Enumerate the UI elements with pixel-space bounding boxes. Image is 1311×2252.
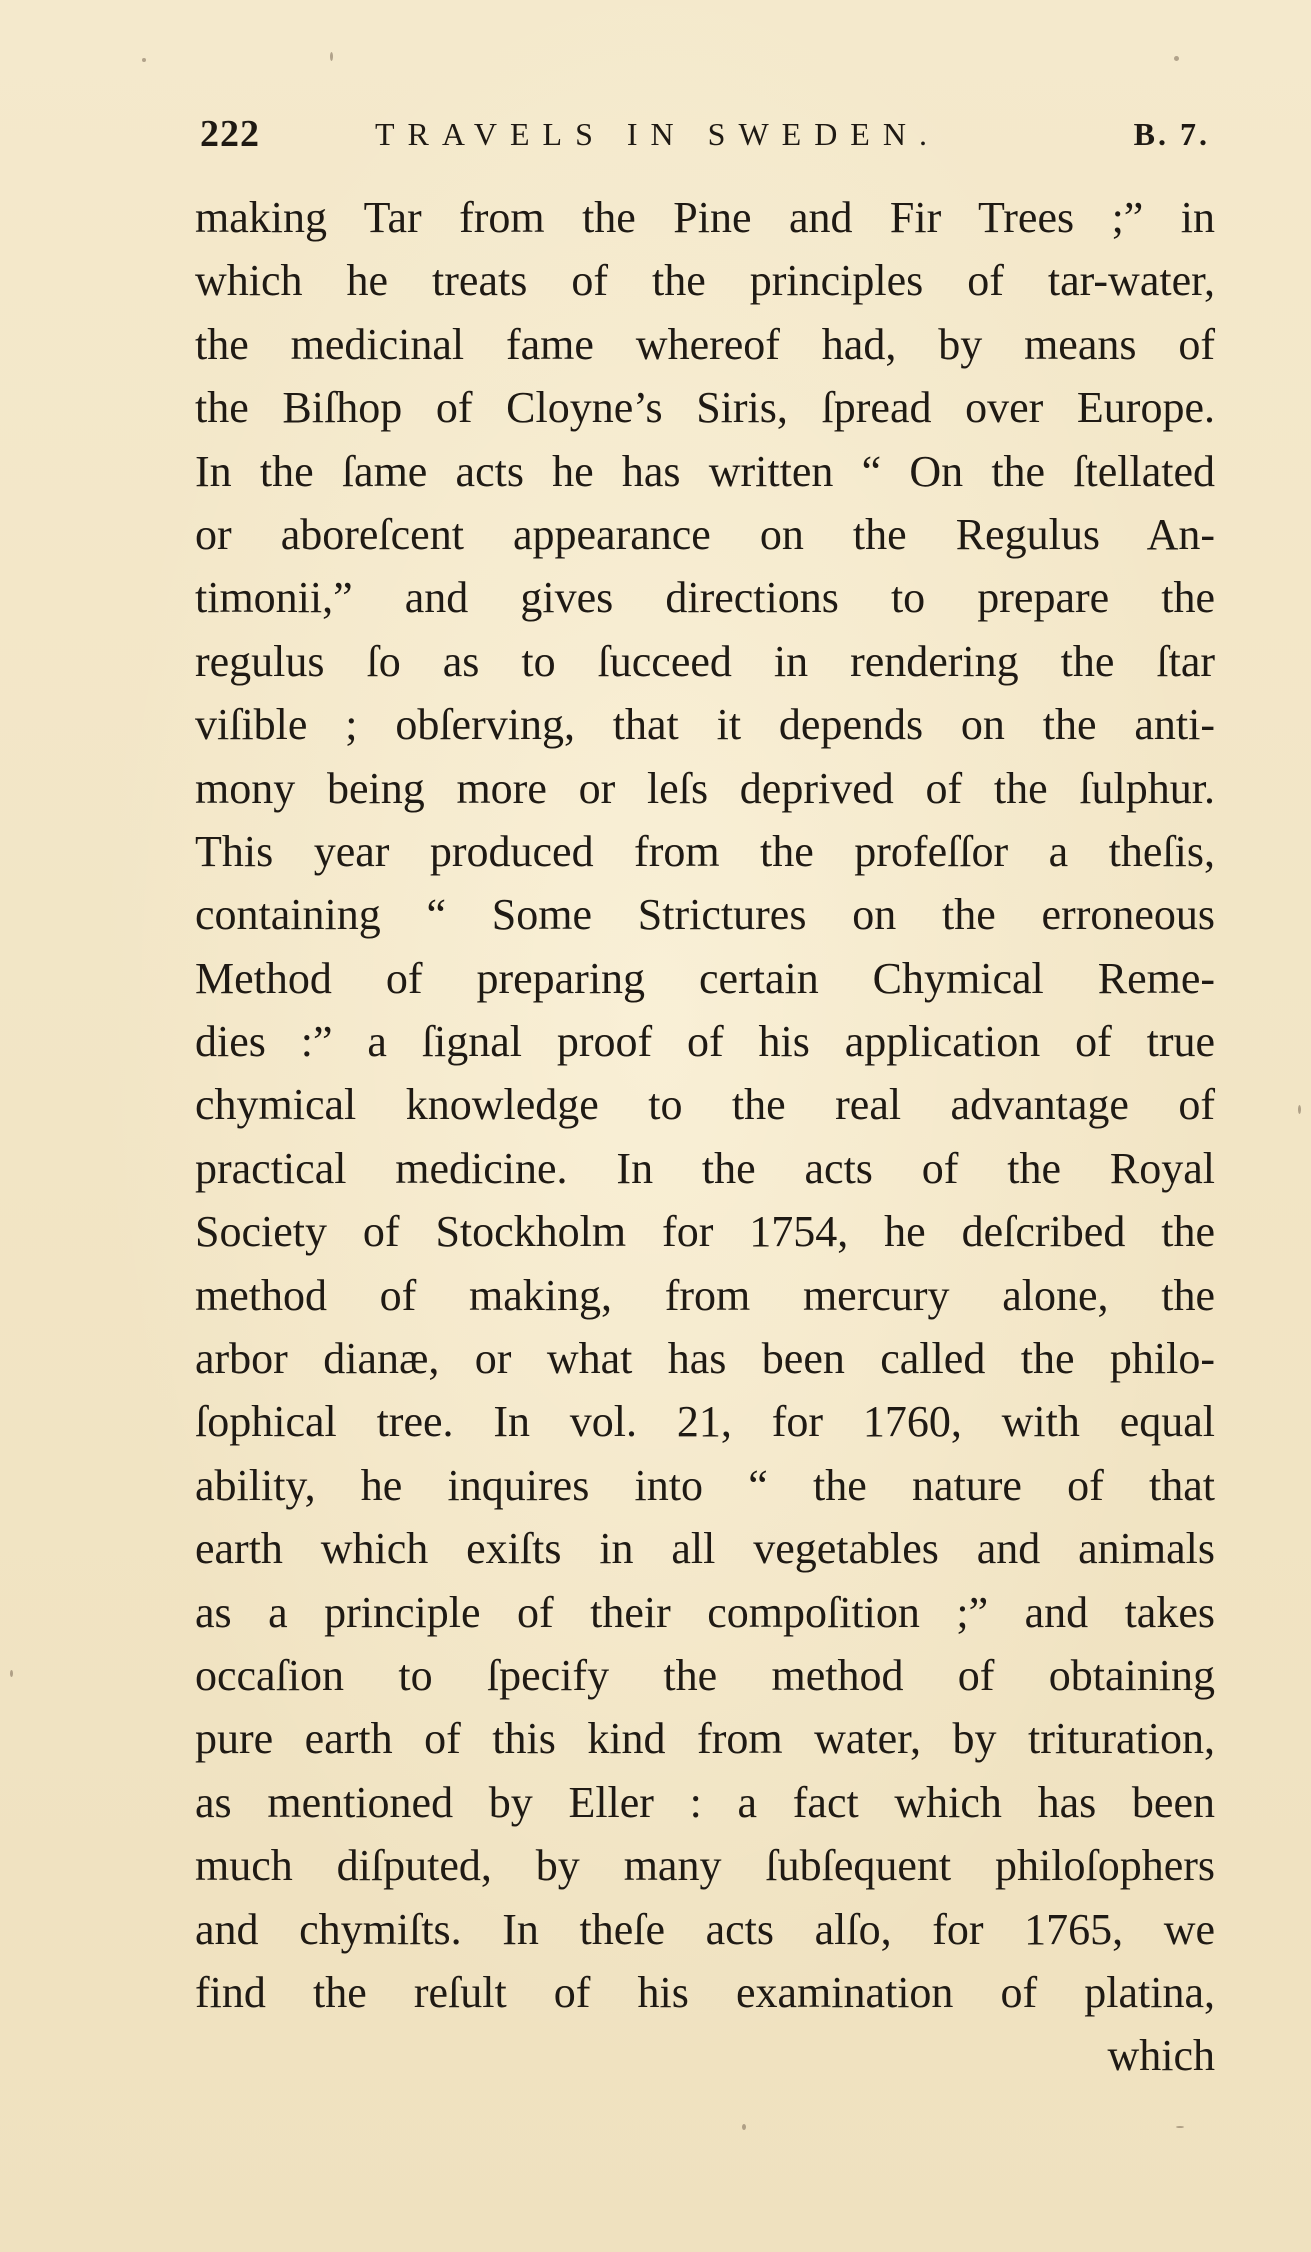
paper-speck xyxy=(1174,56,1179,61)
text-line: chymical knowledge to the real advantage of xyxy=(195,1080,1215,1130)
text-line: much diſputed, by many ſubſequent philoſophers xyxy=(195,1841,1215,1891)
text-line: as mentioned by Eller : a fact which has been xyxy=(195,1777,1215,1827)
catchword: which xyxy=(1107,2031,1215,2081)
text-line: regulus ſo as to ſucceed in rendering the ſtar xyxy=(195,636,1215,686)
paper-speck xyxy=(10,1670,13,1677)
text-line: which he treats of the principles of tar-water, xyxy=(195,256,1215,306)
book-number: B. 7. xyxy=(1133,116,1210,152)
text-line: In the ſame acts he has written “ On the ſtellated xyxy=(195,446,1215,496)
text-line: earth which exiſts in all vegetables and animals xyxy=(195,1524,1215,1574)
text-line: method of making, from mercury alone, the xyxy=(195,1270,1215,1320)
text-line: ability, he inquires into “ the nature of that xyxy=(195,1460,1215,1510)
paper-speck xyxy=(142,58,146,62)
text-line: the medicinal fame whereof had, by means of xyxy=(195,319,1215,369)
page-header xyxy=(200,112,1210,164)
text-line: mony being more or leſs deprived of the ſulphur. xyxy=(195,763,1215,813)
text-line: making Tar from the Pine and Fir Trees ;” in xyxy=(195,193,1215,242)
text-line: and chymiſts. In theſe acts alſo, for 1765, we xyxy=(195,1904,1215,1954)
text-line: timonii,” and gives directions to prepare the xyxy=(195,573,1215,623)
text-line: or aboreſcent appearance on the Regulus An- xyxy=(195,509,1215,559)
paper-speck xyxy=(1298,1105,1301,1114)
paper-speck xyxy=(742,2124,746,2130)
text-line: the Biſhop of Cloyne’s Siris, ſpread over Europe. xyxy=(195,383,1215,433)
running-title: TRAVELS IN SWEDEN. xyxy=(375,116,940,152)
text-line: This year produced from the profeſſor a theſis, xyxy=(195,826,1215,876)
text-line: find the reſult of his examination of platina, xyxy=(195,1967,1215,2017)
text-line: dies :” a ſignal proof of his application of true xyxy=(195,1017,1215,1067)
text-line: Society of Stockholm for 1754, he deſcribed the xyxy=(195,1207,1215,1257)
text-line: ſophical tree. In vol. 21, for 1760, with equal xyxy=(195,1397,1215,1447)
text-line: arbor dianæ, or what has been called the philo- xyxy=(195,1334,1215,1384)
text-line: containing “ Some Strictures on the erroneous xyxy=(195,890,1215,940)
paper-speck xyxy=(1176,2126,1184,2128)
text-line: pure earth of this kind from water, by trituration, xyxy=(195,1714,1215,1764)
text-line: Method of preparing certain Chymical Reme- xyxy=(195,953,1215,1003)
paper-speck xyxy=(330,52,333,61)
text-line: as a principle of their compoſition ;” and takes xyxy=(195,1587,1215,1637)
text-line: occaſion to ſpecify the method of obtaining xyxy=(195,1650,1215,1700)
text-line: viſible ; obſerving, that it depends on the anti- xyxy=(195,700,1215,750)
text-line: practical medicine. In the acts of the Royal xyxy=(195,1143,1215,1193)
body-text xyxy=(195,186,1215,2088)
page-number: 222 xyxy=(200,113,260,155)
